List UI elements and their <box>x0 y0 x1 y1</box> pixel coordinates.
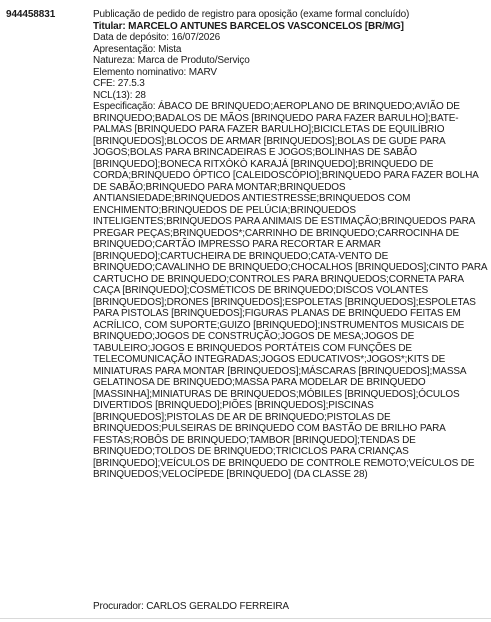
presentation: Apresentação: Mista <box>93 43 182 55</box>
holder: Titular: MARCELO ANTUNES BARCELOS VASCONCELOS [BR/MG] <box>93 20 404 32</box>
deposit-date: Data de depósito: 16/07/2026 <box>93 32 221 43</box>
nominative-element: Elemento nominativo: MARV <box>93 66 217 78</box>
nature: Natureza: Marca de Produto/Serviço <box>93 55 250 66</box>
specification: Especificação: ÁBACO DE BRINQUEDO;AEROPLANO DE BRINQUEDO;AVIÃO DE BRINQUEDO;BADALOS DE MÃOS [BRINQUEDO PARA FAZER BARULHO];BATE-PALMAS [BRINQUEDO PARA FAZER BARULHO];BICICLETAS DE EQUILÍBRIO [BRINQUEDOS];BLOCOS DE ARMAR [BRINQUEDOS];BOLAS DE GUDE PARA JOGOS;BOLAS PARA BRINCADEIRAS E JOGOS;BOLINHAS DE SABÃO [BRINQUEDO];BONECA RITXÒKÒ KARAJÁ [BRINQUEDO];BRINQUEDO DE CORDA;BRINQUEDO ÓPTICO [CALEIDOSCÓPIO];BRINQUEDO PARA FAZER BOLHA DE SABÃO;BRINQUEDO PARA MONTAR;BRINQUEDOS ANTIANSIEDADE;BRINQUEDOS ANTIESTRESSE;BRINQUEDOS COM ENCHIMENTO;BRINQUEDOS DE PELÚCIA;BRINQUEDOS INTELIGENTES;BRINQUEDOS PARA ANIMAIS DE ESTIMAÇÃO;BRINQUEDOS PARA PREGAR PEÇAS;BRINQUEDOS*;CARRINHO DE BRINQUEDO;CARROCINHA DE BRINQUEDO;CARTÃO IMPRESSO PARA RECORTAR E ARMAR [BRINQUEDO];CARTUCHEIRA DE BRINQUEDO;CATA-VENTO DE BRINQUEDO;CAVALINHO DE BRINQUEDO;CHOCALHOS [BRINQUEDOS];CINTO PARA CARTUCHO DE BRINQUEDO;CONTROLES PARA BRINQUEDOS;CORNETA PARA CAÇA [BRINQUEDO];COSMÉTICOS DE BRINQUEDO;DISCOS VOLANTES [BRINQUEDOS];DRONES [BRINQUEDOS];ESPOLETAS [BRINQUEDOS];ESPOLETAS PARA PISTOLAS [BRINQUEDOS];FIGURAS PLANAS DE BRINQUEDO FEITAS EM ACRÍLICO, COM SUPORTE;GUIZO [BRINQUEDO];INSTRUMENTOS MUSICAIS DE BRINQUEDO;JOGOS DE CONSTRUÇÃO;JOGOS DE MESA;JOGOS DE TABULEIRO;JOGOS E BRINQUEDOS PORTÁTEIS COM FUNÇÕES DE TELECOMUNICAÇÃO INTEGRADAS;JOGOS EDUCATIVOS*;JOGOS*;KITS DE MINIATURAS PARA MONTAR [BRINQUEDOS];MÁSCARAS [BRINQUEDOS];MASSA GELATINOSA DE BRINQUEDO;MASSA PARA MODELAR DE BRINQUEDO [MASSINHA];MINIATURAS DE BRINQUEDOS;MÓBILES [BRINQUEDOS];ÓCULOS DIVERTIDOS [BRINQUEDO];PIÕES [BRINQUEDOS];PISCINAS [BRINQUEDOS];PISTOLAS DE AR DE BRINQUEDO;PISTOLAS DE BRINQUEDOS;PULSEIRAS DE BRINQUEDO COM BASTÃO DE BRILHO PARA FESTAS;ROBÔS DE BRINQUEDO;TAMBOR [BRINQUEDO];TENDAS DE BRINQUEDO;TOLDOS DE BRINQUEDO;TRICICLOS PARA CRIANÇAS [BRINQUEDO];VEÍCULOS DE BRINQUEDO DE CONTROLE REMOTO;VEÍCULOS DE BRINQUEDOS;VELOCÍPEDE [BRINQUEDO] (DA CLASSE 28) <box>93 101 487 480</box>
publication-type: Publicação de pedido de registro para oposição (exame formal concluído) <box>93 9 410 20</box>
cfe-code: CFE: 27.5.3 <box>93 78 145 89</box>
process-number: 944458831 <box>6 9 56 20</box>
bottom-divider <box>0 618 491 619</box>
ncl-class: NCL(13): 28 <box>93 89 146 101</box>
attorney: Procurador: CARLOS GERALDO FERREIRA <box>93 601 289 612</box>
record-details <box>93 9 487 481</box>
